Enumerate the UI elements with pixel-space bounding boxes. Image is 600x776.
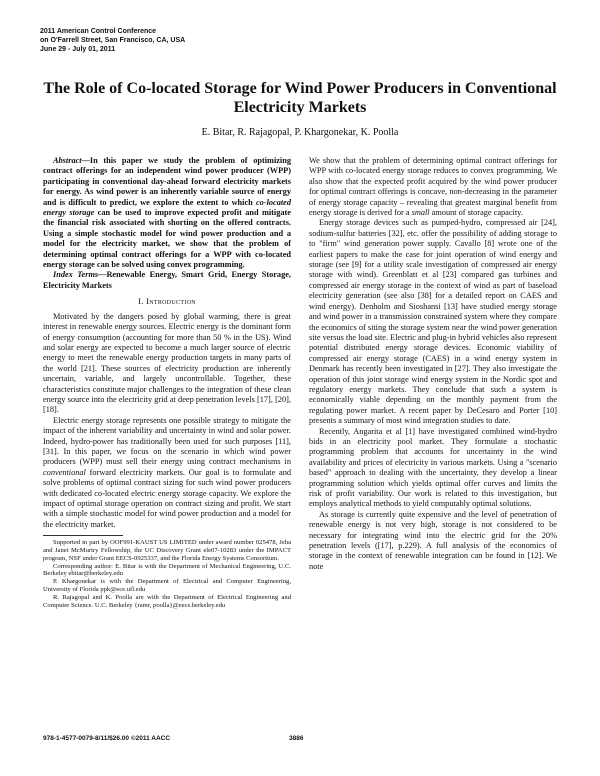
left-column: [43, 156, 291, 609]
right-paragraph-1-text: We show that the problem of determining optimal contract offerings for WPP with co-located energy storage reduces to convex programming. We also show that the expected profit acquired by the wind power producer for optimal contract offerings is concave, non-decreasing in the parameter of energy storage capacity – revealing that greatest marginal benefit from energy storage is derived for a: [309, 156, 557, 218]
right-column: [309, 156, 557, 572]
right-paragraph-3: Recently, Angarita et al [1] have investigated combined wind-hydro bids in an electricity pool market. They formulate a stochastic programming problem that accounts for uncertainty in the wind availability and prices of electricity in various markets. Using a "scenario based" approach to dealing with the uncertainty, they develop a linear programming solution which yields optimal offer curves and limits the risk of profit variability. Our work is related to this investigation, but employs analytical methods to yield computably optimal solutions.: [309, 426, 557, 509]
right-paragraph-4: As storage is currently quite expensive and the level of penetration of renewable energy is not very high, storage is not considered to be necessary for integrating wind into the electric grid for the 20% penetration levels ([17], p.229). A full analysis of the economics of storage in the context of renewable integration can be found in [12]. We note: [309, 509, 557, 571]
right-paragraph-2: Energy storage devices such as pumped-hydro, compressed air [24], sodium-sulfur batteries [32], etc. offer the possibility of adding storage to to "firm" wind generation power supply. Cavallo [8] wrote one of the earliest papers to make the case for joint operation of wind energy and storage (see [9] for a utility scale investigation of compressed air energy storage with wind). Greenblatt et al [23] compared gas turbines and compressed air energy storage in the context of wind as part of baseload electricity generation (see also [38] for a detailed report on CAES and wind energy). Denholm and Sioshansi [13] have studied energy storage and wind power in a transmission constrained system where they compare the economics of siting the storage system near the wind power generation site versus the load site. Electric and plug-in hybrid vehicles also represent potential distributed energy storage devices. Economic viability of compressed air energy storage (CAES) in a wind energy system in Denmark has recently been investigated in [27]. They also investigate the operation of this joint storage wind energy system in the Nordic spot and regulatory energy markets. They conclude that such a system is economically viable depending on the monthly payment from the regulating power market. A recent paper by DeCesaro and Porter [10] presents a summary of most wind integration studies to date.: [309, 218, 557, 426]
conference-header: [40, 27, 185, 54]
right-paragraph-1-emphasis: small: [411, 208, 430, 218]
intro-paragraph-2-b: forward electricity markets. Our goal is to formulate and solve problems of optimal contract sizing for such wind power producers with dedicated co-located electric energy storage capacity. We explore the impact of optimal storage operation on contract sizing and profit. We start with a simple stochastic model for wind power production and a model for the electricity market.: [43, 467, 292, 529]
right-paragraph-1: [309, 156, 557, 218]
paper-title: The Role of Co-located Storage for Wind Power Producers in Conventional Electricity Markets: [43, 80, 557, 116]
right-paragraph-1-tail: amount of storage capacity.: [431, 208, 523, 218]
page-number: 3886: [289, 735, 304, 742]
intro-paragraph-1: Motivated by the dangers posed by global warming, there is great interest in renewable energy sources. Electric energy is the dominant form of energy consumption (accounting for more than 50 % in the US). Wind and solar energy are expected to become a much larger source of electric energy to meet the renewable energy production targets in many parts of the world [21]. These sources of electricity production are inherently uncertain, variable, and largely uncontrollable. Together, these characteristics constitute major challenges to the integration of these clean energy source into the electricity grid at deep penetration levels [17], [20], [18].: [43, 311, 291, 415]
section-numeral: I.: [138, 296, 144, 307]
index-terms-label: Index Terms—: [53, 270, 107, 280]
footnote-khargonekar: P. Khargonekar is with the Department of Electrical and Computer Engineering, University of Florida ppk@ece.ufl.edu: [43, 578, 291, 593]
abstract-label: Abstract—: [53, 156, 90, 165]
footnote-rajagopal-poolla: R. Rajagopal and K. Poolla are with the Department of Electrical Engineering and Computer Science. U.C. Berkeley {ramr, poolla}@eecs.berkeley.edu: [43, 593, 291, 609]
conference-name: 2011 American Control Conference: [40, 28, 157, 35]
footer-isbn: 978-1-4577-0079-8/11/$26.00 ©2011 AACC: [43, 735, 171, 742]
intro-paragraph-2-a: Electric energy storage represents one possible strategy to mitigate the impact of the inherent variability and uncertainty in wind and solar power. Indeed, hydro-power has traditionally been used for such purposes [11], [31]. In this paper, we focus on the scenario in which wind power producers (WPP) must sell their energy using contract mechanisms in: [43, 415, 291, 467]
intro-paragraph-2-emphasis: conventional: [43, 467, 86, 477]
paper-authors: E. Bitar, R. Rajagopal, P. Khargonekar, K. Poolla: [201, 127, 399, 138]
abstract: [43, 156, 291, 270]
conference-dates: June 29 - July 01, 2011: [40, 46, 116, 53]
intro-paragraph-2: [43, 416, 291, 530]
conference-location: on O'Farrell Street, San Francisco, CA, USA: [40, 37, 186, 44]
index-terms-text: Renewable Energy, Smart Grid, Energy Storage, Electricity Markets: [43, 270, 291, 290]
section-heading-introduction: [43, 296, 291, 306]
footnote-rule: [43, 535, 123, 536]
footnote-funding: Supported in part by OOF991-KAUST US LIMITED under award number 025478, Jeha and Janet McMurtry Fellowship, the UC Discovery Grant ele07-10283 under the IMPACT program, NSF under Grant EECS-0925337, and the Florida Energy Systems Consortium.: [43, 539, 291, 562]
index-terms: [43, 270, 291, 291]
abstract-text-a: In this paper we study the problem of optimizing contract offerings for an independent wind power producer (WPP) participating in conventional day-ahead forward electricity markets for energy. As wind power is an inherently variable source of energy and is difficult to predict, we explore the extent to which: [43, 156, 291, 207]
abstract-emphasis: co-located energy storage: [43, 197, 291, 218]
abstract-text-b: can be used to improve expected profit and mitigate the financial risk associated with shorting on the offered contracts. Using a simple stochastic model for wind power production and a model for the electricity market, we show that the problem of determining optimal contract offerings for a WPP with co-located energy storage can be solved using convex programming.: [43, 208, 291, 270]
section-title: Introduction: [146, 296, 196, 307]
footnote-corresponding: Corresponding author: E. Bitar is with the Department of Mechanical Engineering, U.C. Berkeley ebitar@berkeley.edu: [43, 562, 291, 578]
